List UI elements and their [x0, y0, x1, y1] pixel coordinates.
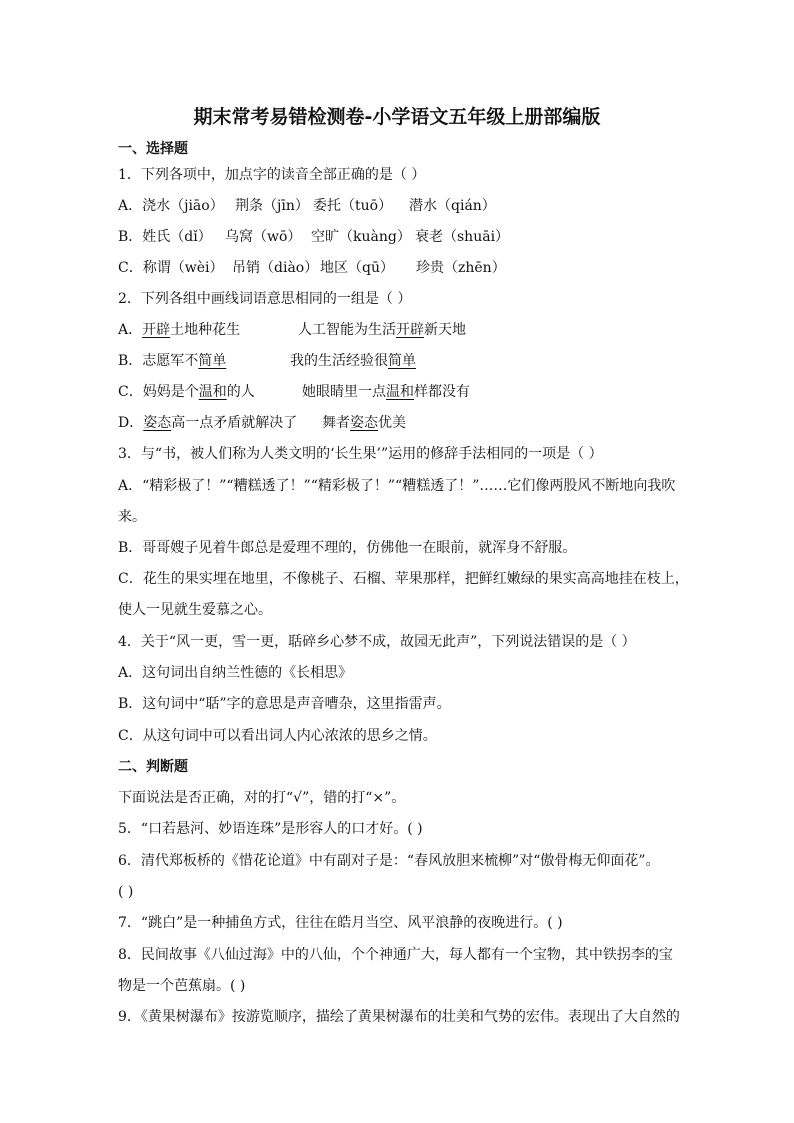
option-part: 衰老（shuāi） — [415, 229, 510, 245]
question-2-option-c — [118, 382, 470, 402]
underlined-word: 温和 — [198, 384, 227, 400]
question-3-stem: 3．与“书，被人们称为人类文明的‘长生果’”运用的修辞手法相同的一项是（ ） — [118, 446, 603, 462]
question-2-option-a — [118, 320, 466, 340]
option-left: D．姿态高一点矛盾就解决了 — [118, 415, 298, 431]
question-3-option-c-line-2: 使人一见就生爱慕之心。 — [118, 602, 272, 618]
option-part: B．姓氏（dǐ） — [118, 229, 212, 245]
question-5: 5．“口若悬河、妙语连珠”是形容人的口才好。( ) — [118, 821, 423, 837]
option-part: 地区（qū） — [320, 260, 394, 276]
option-left: C．妈妈是个温和的人 — [118, 384, 255, 400]
question-1-option-a — [118, 196, 496, 216]
underlined-word: 简单 — [388, 353, 416, 369]
section-heading-judgement: 二、判断题 — [118, 759, 188, 775]
underlined-word: 姿态 — [350, 415, 378, 431]
question-2-option-d — [118, 413, 406, 433]
question-3-option-a-line-2: 来。 — [118, 509, 146, 525]
option-part: C．称谓（wèi） — [118, 260, 224, 276]
question-8-line-2: 物是一个芭蕉扇。( ) — [118, 978, 246, 994]
option-right: 我的生活经验很简单 — [290, 353, 416, 369]
option-right: 人工智能为生活开辟新天地 — [298, 322, 466, 338]
underlined-word: 开辟 — [142, 322, 171, 338]
option-part: 潜水（qián） — [409, 198, 496, 214]
underlined-word: 开辟 — [396, 322, 424, 338]
question-4-option-c: C．从这句词中可以看出词人内心浓浓的思乡之情。 — [118, 728, 437, 744]
question-2-option-b — [118, 351, 416, 371]
question-3-option-a-line-1: A．“精彩极了！”“糟糕透了！”“精彩极了！”“糟糕透了！”……它们像两股风不断地向我吹 — [118, 478, 676, 494]
underlined-word: 简单 — [198, 353, 227, 369]
question-3-option-c-line-1: C．花生的果实埋在地里，不像桃子、石榴、苹果那样，把鲜红嫩绿的果实高高地挂在枝上， — [118, 571, 689, 587]
question-6-line-2: ( ) — [118, 884, 134, 900]
question-4-stem: 4．关于“风一更，雪一更，聒碎乡心梦不成，故园无此声”，下列说法错误的是（ ） — [118, 634, 636, 650]
question-8-line-1: 8．民间故事《八仙过海》中的八仙，个个神通广大，每人都有一个宝物，其中铁拐李的宝 — [118, 947, 673, 963]
option-right: 舞者姿态优美 — [322, 415, 406, 431]
underlined-word: 温和 — [386, 384, 414, 400]
option-part: 荆条（jīn） — [235, 198, 309, 214]
question-3-option-b: B．哥哥嫂子见着牛郎总是爱理不理的，仿佛他一在眼前，就浑身不舒服。 — [118, 540, 577, 556]
question-4-option-a: A．这句词出自纳兰性德的《长相思》 — [118, 665, 353, 681]
page-title: 期末常考易错检测卷-小学语文五年级上册部编版 — [193, 106, 601, 128]
question-4-option-b: B．这句词中“聒”字的意思是声音嘈杂，这里指雷声。 — [118, 696, 451, 712]
option-part: A．浇水（jiāo） — [118, 198, 224, 214]
option-part: 委托（tuō） — [313, 198, 393, 214]
option-left: B．志愿军不简单 — [118, 353, 227, 369]
section-heading-choice: 一、选择题 — [118, 141, 188, 157]
question-1-option-c — [118, 258, 506, 278]
option-part: 吊销（diào） — [232, 260, 319, 276]
question-7: 7．“跳白”是一种捕鱼方式，往往在皓月当空、风平浪静的夜晚进行。( ) — [118, 915, 563, 931]
question-1-stem: 1．下列各项中，加点字的读音全部正确的是（ ） — [118, 167, 426, 183]
option-part: 珍贵（zhēn） — [416, 260, 506, 276]
question-1-option-b — [118, 227, 509, 247]
underlined-word: 姿态 — [143, 415, 172, 431]
option-right: 她眼睛里一点温和样都没有 — [302, 384, 470, 400]
option-part: 空旷（kuàng） — [311, 229, 411, 245]
judgement-instructions: 下面说法是否正确，对的打“√”，错的打“×”。 — [118, 790, 406, 806]
question-6-line-1: 6．清代郑板桥的《惜花论道》中有副对子是：“春风放胆来梳柳”对“傲骨梅无仰面花”。 — [118, 853, 660, 869]
option-part: 乌窝（wō） — [225, 229, 302, 245]
question-2-stem: 2．下列各组中画线词语意思相同的一组是（ ） — [118, 291, 412, 307]
option-left: A．开辟土地种花生 — [118, 322, 241, 338]
question-9-line-1: 9．《黄果树瀑布》按游览顺序，描绘了黄果树瀑布的壮美和气势的宏伟。表现出了大自然的 — [118, 1009, 680, 1025]
